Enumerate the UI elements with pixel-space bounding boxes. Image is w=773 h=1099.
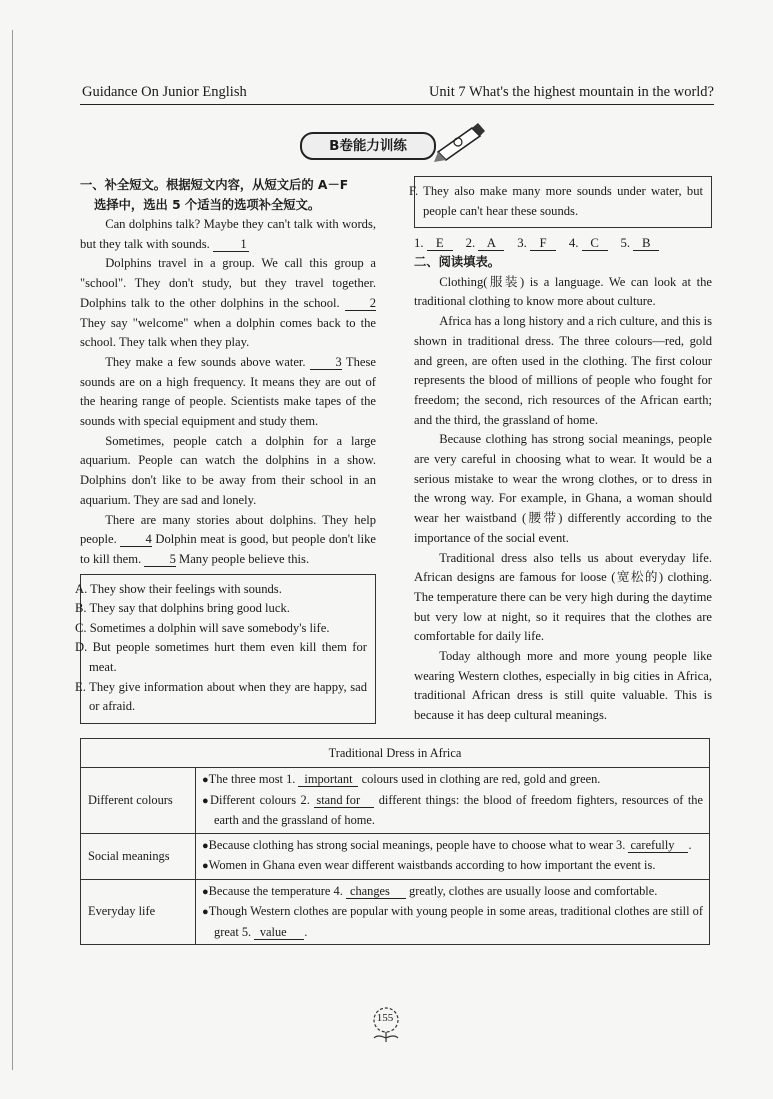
option-d: D. But people sometimes hurt them even kill them for meat. <box>75 640 367 675</box>
reading-paragraph-5: Today although more and more young people like wearing Western clothes, especially in big cities in Africa, traditional African dress is still quite valuable. This is because it has deep cultural meanings. <box>414 649 712 723</box>
section1-title-line2: 选择中，选出 5 个适当的选项补全短文。 <box>94 197 321 212</box>
row-category: Social meanings <box>81 833 196 879</box>
option-c: C. Sometimes a dolphin will save somebody's life. <box>75 620 330 635</box>
traditional-dress-table <box>80 738 710 945</box>
options-box <box>75 574 376 724</box>
reading-paragraph-2: Africa has a long history and a rich culture, and this is shown in traditional dress. The three colours—red, gold and green, are often used in the clothing. The first colour represents the blood of millions of people who fought for freedom; the second, rich resources of the African earth; and the third, the grassland of home. <box>414 314 712 427</box>
answer-blank-3: 3 <box>310 355 341 370</box>
option-a: A. They show their feelings with sounds. <box>75 581 282 596</box>
section2-title: 二、阅读填表。 <box>414 255 501 270</box>
header-book-title: Guidance On Junior English <box>82 84 247 100</box>
reading-paragraph-1: Clothing(服装) is a language. We can look at the traditional clothing to know more about culture. <box>414 274 712 309</box>
table-blank-4: changes <box>346 884 406 899</box>
table-title: Traditional Dress in Africa <box>81 739 710 768</box>
answer-key: 1. E 2. A 3. F 4. C 5. B <box>414 233 712 253</box>
page-binding-line <box>12 30 13 1070</box>
answer-blank-1: 1 <box>213 237 249 252</box>
row-content: ●Because the temperature 4. changes greatly, clothes are usually loose and comfortable. ●Though Western clothes are popular with young people in some areas, traditional clothes are still of great 5. value . <box>196 879 710 945</box>
table-blank-1: important <box>298 772 358 787</box>
answer-blank-4: 4 <box>120 532 151 547</box>
row-category: Different colours <box>81 768 196 834</box>
section-banner: B卷能力训练 <box>300 132 436 160</box>
answer-1: E <box>427 236 453 251</box>
reading-paragraph-3: Because clothing has strong social meanings, people are very careful in choosing what to wear. It would be a serious mistake to wear the wrong clothes, or to dress in the wrong way. For example, in Ghana, a woman should wear her waistband (腰带) differently according to the importance of the social event. <box>414 432 712 545</box>
reading-paragraph-4: Traditional dress also tells us about everyday life. African designs are famous for loose (宽松的) clothing. The temperature there can be very high during the daytime but very low at night, so it requires that the clothes are comfortable for daily life. <box>414 550 712 644</box>
table-row <box>81 768 710 834</box>
section1-title-line1: 一、补全短文。根据短文内容，从短文后的 A－F <box>80 178 349 192</box>
passage-paragraph-3: They make a few sounds above water. 3 These sounds are on a high frequency. It means they are out of the hearing range of people. Scientists make tapes of the sounds with special equipment and study them. <box>80 354 376 429</box>
answer-3: F <box>530 236 556 251</box>
passage-paragraph-1: Can dolphins talk? Maybe they can't talk with words, but they talk with sounds. 1 <box>80 217 376 251</box>
option-f: F. They also make many more sounds under water, but people can't hear these sounds. <box>409 184 703 218</box>
options-box-continued <box>409 176 712 228</box>
header-unit-title: Unit 7 What's the highest mountain in the world? <box>428 84 714 100</box>
table-blank-5: value <box>254 925 304 940</box>
pencil-icon <box>428 120 488 164</box>
answer-4: C <box>582 236 608 251</box>
answer-blank-5: 5 <box>144 552 175 567</box>
answer-2: A <box>478 236 504 251</box>
page-header <box>80 84 714 105</box>
table-row <box>81 833 710 879</box>
section2-column <box>409 176 712 726</box>
table-blank-2: stand for <box>314 793 374 808</box>
option-b: B. They say that dolphins bring good luck. <box>75 601 290 616</box>
table-row <box>81 879 710 945</box>
row-category: Everyday life <box>81 879 196 945</box>
answer-5: B <box>633 236 659 251</box>
page-number: 155 <box>376 1012 394 1024</box>
passage-paragraph-4: Sometimes, people catch a dolphin for a large aquarium. People can watch the dolphins in a show. Dolphins don't like to be away from their school in an aquarium. They are sad and lonely. <box>80 433 376 507</box>
table-blank-3: carefully <box>628 838 688 853</box>
passage-paragraph-2: Dolphins travel in a group. We call this group a "school". They don't study, but they travel together. Dolphins talk to the other dolphins in the school. 2 They say "welcome" when a dolphin comes back to the school. They talk when they play. <box>80 256 376 350</box>
option-e: E. They give information about when they are happy, sad or afraid. <box>75 679 367 714</box>
passage-paragraph-5: There are many stories about dolphins. They help people. 4 Dolphin meat is good, but people don't like to kill them. 5 Many people believe this. <box>80 512 376 566</box>
row-content: ●The three most 1. important colours used in clothing are red, gold and green. ●Different colours 2. stand for different things: the blood of freedom fighters, resources of the earth and the grassland of home. <box>196 768 710 834</box>
flower-page-icon <box>368 1004 404 1044</box>
row-content: ●Because clothing has strong social meanings, people have to choose what to wear 3. carefully . ●Women in Ghana even wear different waistbands according to how important the event is. <box>196 833 710 879</box>
section1-column <box>75 176 376 724</box>
answer-blank-2: 2 <box>345 296 376 311</box>
